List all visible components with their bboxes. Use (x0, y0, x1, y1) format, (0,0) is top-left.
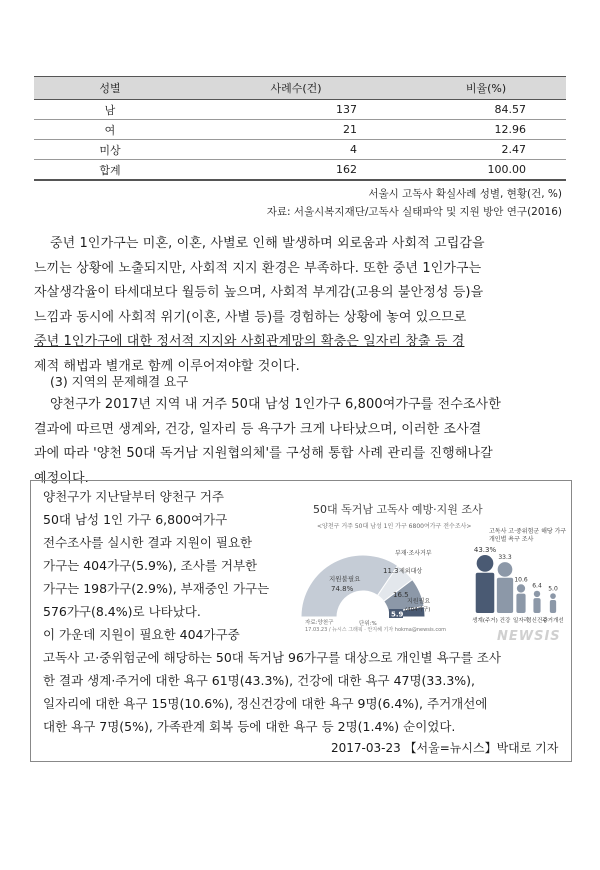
gender-stats-table (34, 76, 566, 181)
news-line: 일자리에 대한 욕구 15명(10.6%), 정신건강에 대한 욕구 9명(6.4%), 주거개선에 (43, 696, 488, 711)
cell-count: 162 (186, 160, 405, 181)
body-paragraph-local-needs (34, 393, 568, 491)
slice-label-needed: 지원필요 (407, 598, 431, 605)
table-row (34, 140, 566, 160)
cell-gender: 남 (34, 100, 186, 120)
slice-value-non-target: 16.5 (393, 591, 409, 599)
col-header-ratio: 비율(%) (405, 77, 566, 100)
infographic-subtitle: <양천구 거주 50대 남성 1인 가구 6800여가구 전수조사> (317, 523, 472, 530)
slice-label-non-target: 제외대상 (399, 568, 423, 575)
infographic-title: 50대 독거남 고독사 예방·지원 조사 (313, 503, 483, 516)
bar-title: 고독사 고·중위험군 해당 가구 (489, 528, 567, 535)
slice-label-absent: 부재·조사거부 (395, 550, 432, 557)
person-bar-value: 5.0 (548, 585, 558, 593)
newsis-watermark: NEWSIS (497, 629, 561, 644)
cell-ratio: 12.96 (405, 120, 566, 140)
person-bar-category: 건강 (499, 618, 511, 624)
slice-value-not-needed: 74.8% (331, 585, 354, 593)
person-bar-category: 정신건강 (526, 618, 548, 624)
person-bar (476, 573, 495, 613)
paragraph-line: 중년 1인가구에 대한 정서적 지지와 사회관계망의 확충은 일자리 창출 등 경 (34, 334, 465, 349)
slice-value-needed: 5.9 (391, 610, 404, 619)
section-heading: (3) 지역의 문제해결 요구 (50, 374, 189, 389)
person-bar-value: 6.4 (532, 582, 542, 590)
infographic-source: 17.03.23 / 뉴시스 그래픽 · 안지혜 기자 hokma@newsis.com (305, 627, 447, 633)
slice-value-absent: 11.3 (383, 567, 399, 575)
person-bar-head (534, 591, 540, 597)
person-bar-value: 10.6 (514, 576, 528, 584)
table-caption: 서울시 고독사 확실사례 성별, 현황(건, %) (368, 188, 562, 200)
table-row (34, 100, 566, 120)
person-bar-head (498, 562, 513, 577)
news-line: 가구는 198가구(2.9%), 부재중인 가구는 (43, 581, 270, 596)
cell-gender: 여 (34, 120, 186, 140)
person-bar-head (517, 584, 525, 592)
person-bar (516, 594, 525, 613)
cell-ratio: 100.00 (405, 160, 566, 181)
person-bar-head (477, 555, 494, 572)
cell-count: 137 (186, 100, 405, 120)
paragraph-line: 느낌과 동시에 사회적 위기(이혼, 사별 등)를 경험하는 상황에 놓여 있으므로 (34, 309, 467, 325)
news-line: 가구는 404가구(5.9%), 조사를 거부한 (43, 558, 258, 573)
cell-ratio: 84.57 (405, 100, 566, 120)
col-header-count: 사례수(건) (186, 77, 405, 100)
paragraph-line: 예정이다. (34, 470, 89, 486)
cell-ratio: 2.47 (405, 140, 566, 160)
table-source: 자료: 서울시복지재단/고독사 실태파악 및 지원 방안 연구(2016) (266, 206, 562, 218)
person-bar (497, 578, 513, 613)
slice-label-needed-sub: (404가구) (405, 607, 431, 613)
table-total-row (34, 160, 566, 181)
news-line: 이 가운데 지원이 필요한 404가구중 (43, 627, 240, 642)
person-bar (533, 598, 540, 613)
donut-unit: 단위:% (359, 621, 377, 627)
infographic (299, 497, 567, 650)
paragraph-line: 자살생각율이 타세대보다 월등히 높으며, 사회적 부게감(고용의 불안정성 등)을 (34, 285, 484, 300)
paragraph-line: 결과에 따르면 생계와, 건강, 일자리 등 욕구가 크게 나타났으며, 이러한 조사결 (34, 421, 482, 437)
news-line: 한 결과 생계·주거에 대한 욕구 61명(43.3%), 건강에 대한 욕구 47명(33.3%), (43, 673, 475, 688)
paragraph-line: 양천구가 2017년 지역 내 거주 50대 남성 1인가구 6,800여가구를 전수조사한 (50, 397, 501, 412)
person-bar-category: 일자리 (513, 618, 529, 624)
cell-count: 21 (186, 120, 405, 140)
news-line: 576가구(8.4%)로 나타났다. (43, 604, 201, 619)
table-row (34, 120, 566, 140)
news-line: 전수조사를 실시한 결과 지원이 필요한 (43, 535, 253, 550)
news-byline: 2017-03-23 【서울=뉴시스】박대로 기자 (331, 741, 559, 755)
person-bar-category: 주거개선 (542, 618, 564, 624)
donut-source: 자료:양천구 (305, 620, 334, 626)
paragraph-line: 과에 따라 '양천 50대 독거남 지원협의체'를 구성해 통합 사례 관리를 진행해나갈 (34, 446, 493, 461)
table-header-row (34, 77, 566, 100)
body-paragraph-middle-aged (34, 232, 568, 379)
news-line: 고독사 고·중위험군에 해당하는 50대 독거남 96가구를 대상으로 개인별 욕구를 조사 (43, 650, 501, 665)
person-bar-category: 생계(주거) (472, 618, 498, 624)
person-bar-value: 33.3 (498, 554, 512, 562)
paragraph-line: 제적 해법과 별개로 함께 이루어져야할 것이다. (34, 358, 300, 374)
cell-count: 4 (186, 140, 405, 160)
news-line: 50대 남성 1인 가구 6,800여가구 (43, 512, 228, 527)
news-line: 대한 욕구 7명(5%), 가족관계 회복 등에 대한 욕구 등 2명(1.4%) 순이었다. (43, 719, 456, 734)
paragraph-line: 느끼는 상황에 노출되지만, 사회적 지지 환경은 부족하다. 또한 중년 1인가구는 (34, 260, 482, 276)
person-bar (550, 600, 556, 613)
cell-gender: 미상 (34, 140, 186, 160)
news-line: 양천구가 지난달부터 양천구 거주 (43, 489, 224, 504)
person-bar-value: 43.3% (473, 546, 497, 554)
news-clipping (30, 480, 572, 762)
col-header-gender: 성별 (34, 77, 186, 100)
bar-title: 개인별 욕구 조사 (489, 536, 534, 543)
slice-label-not-needed: 지원불필요 (329, 575, 361, 583)
person-bar-head (550, 593, 556, 599)
cell-gender: 합계 (34, 160, 186, 181)
paragraph-line: 중년 1인가구는 미혼, 이혼, 사별로 인해 발생하며 외로움과 사회적 고립감을 (50, 236, 485, 251)
